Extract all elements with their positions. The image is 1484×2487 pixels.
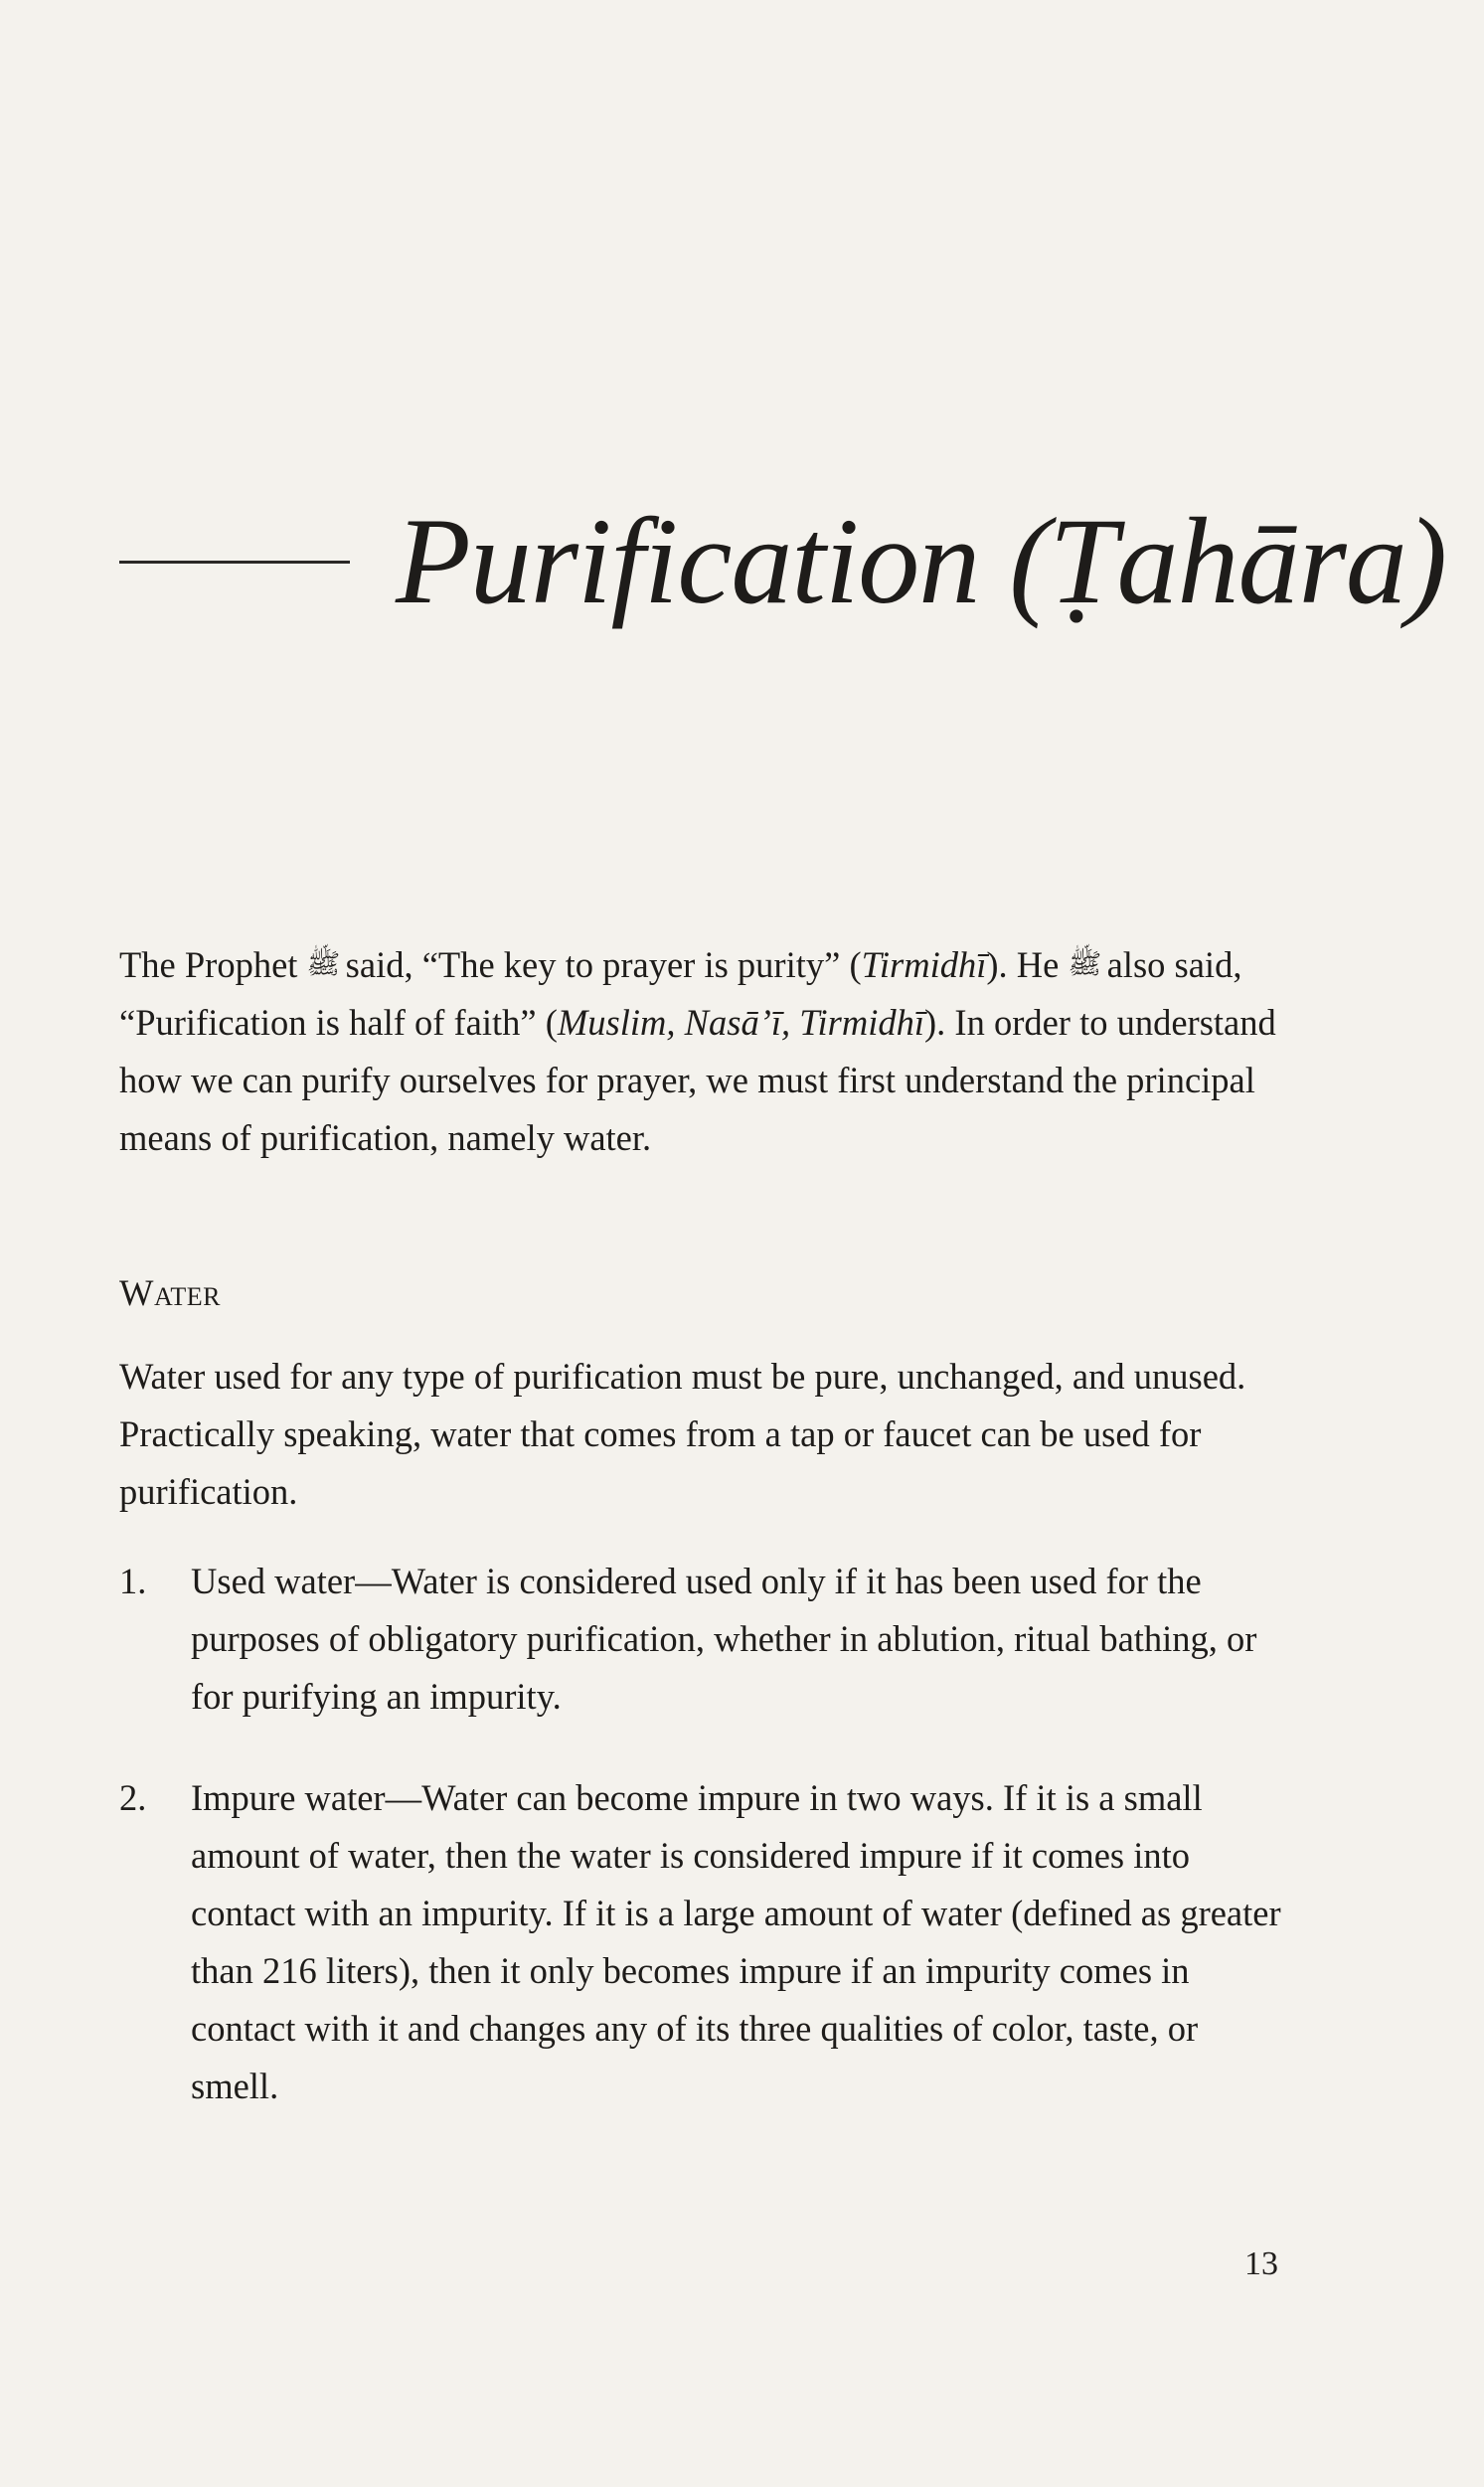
intro-text-2: said, “The key to prayer is purity” ( bbox=[336, 944, 862, 985]
honorific-symbol-icon: ﷺ bbox=[306, 949, 341, 980]
list-item-number: 1. bbox=[119, 1561, 147, 1601]
water-paragraph: Water used for any type of purification must be pure, unchanged, and unused. Practically speaking, water that comes from a tap or faucet can be used for purification. bbox=[119, 1356, 1246, 1512]
intro-text-3: ). He bbox=[986, 944, 1069, 985]
section-heading-water: Water bbox=[119, 1272, 221, 1313]
list-item bbox=[119, 1553, 1287, 1726]
list-item bbox=[119, 1769, 1287, 2115]
chapter-title: Purification (Ṭahāra) bbox=[396, 493, 1447, 629]
citation-1: Tirmidhī bbox=[861, 944, 987, 985]
list-item-text: Used water—Water is considered used only if it has been used for the purposes of obligatory purification, whether in ablution, ritual bathing, or for purifying an impurity. bbox=[191, 1561, 1257, 1717]
citation-2: Muslim, Nasā’ī, Tirmidhī bbox=[557, 1002, 925, 1043]
honorific-symbol-icon: ﷺ bbox=[1068, 949, 1102, 980]
list-item-text: Impure water—Water can become impure in two ways. If it is a small amount of water, then the water is considered impure if it comes into contact with an impurity. If it is a large amount of water (defined as greater than 216 liters), then it only becomes impure if an impurity comes in contact with it and changes any of its three qualities of color, taste, or smell. bbox=[191, 1777, 1281, 2106]
page-number: 13 bbox=[1244, 2245, 1278, 2282]
intro-text-1: The Prophet bbox=[119, 944, 307, 985]
chapter-title-block bbox=[119, 467, 1447, 646]
list-item-number: 2. bbox=[119, 1777, 147, 1818]
intro-text-4: also said, “Purification is half of faith” ( bbox=[119, 944, 1242, 1043]
title-rule bbox=[119, 561, 350, 564]
intro-text-5: ). In order to understand how we can purify ourselves for prayer, we must first understand the principal means of purification, namely water. bbox=[119, 1002, 1276, 1158]
intro-paragraph bbox=[119, 936, 1287, 1167]
